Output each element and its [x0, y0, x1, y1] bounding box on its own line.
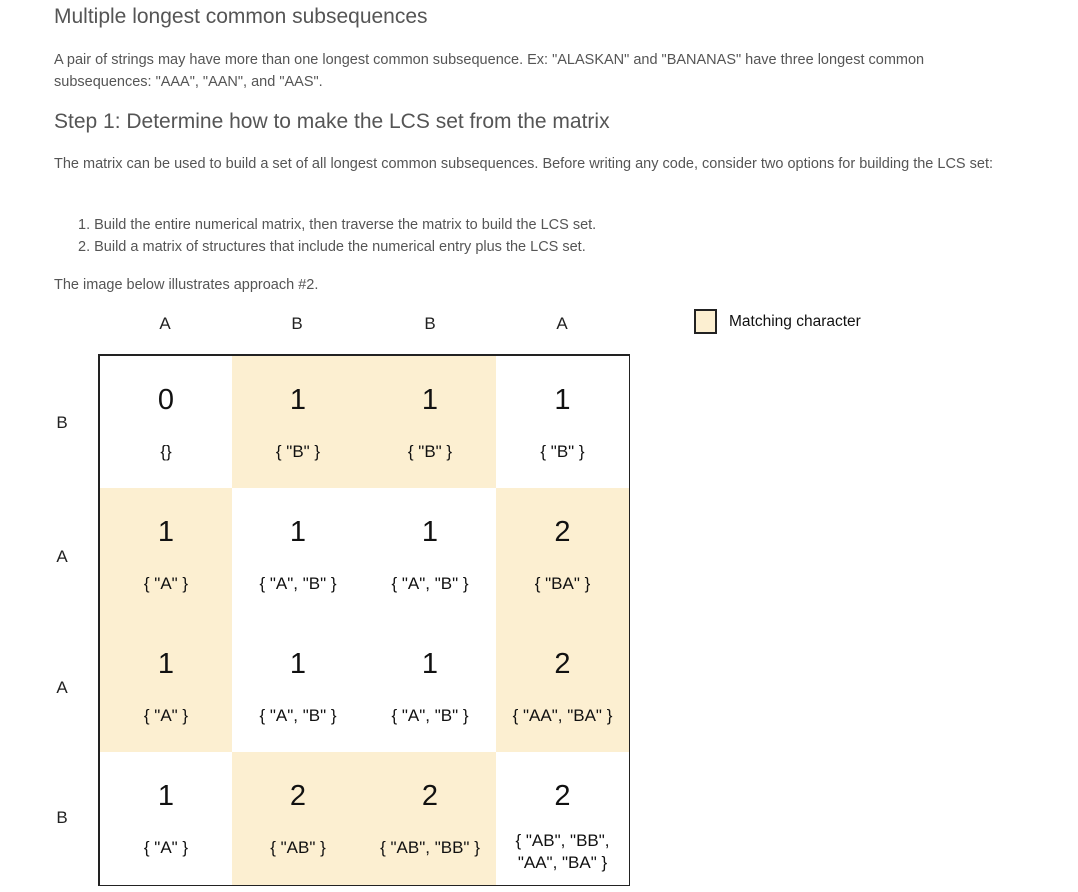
intro-paragraph: A pair of strings may have more than one longest common subsequence. Ex: "ALASKAN" and "BANANAS" have three longest common subsequences: "AAA", "AAN", and "AAS".: [54, 52, 925, 90]
step-paragraph: The matrix can be used to build a set of all longest common subsequences. Before writing any code, consider two options for building the LCS set:: [54, 156, 993, 172]
column-header: A: [556, 314, 568, 333]
cell-length-value: 1: [421, 516, 439, 548]
cell-lcs-set-line: { "B" }: [275, 442, 321, 461]
cell-lcs-set: [364, 441, 496, 463]
cell-lcs-set: [364, 705, 496, 727]
cell-lcs-set: [496, 705, 629, 727]
cell-lcs-set-line: { "AB" }: [270, 838, 326, 857]
cell-length-value: 2: [421, 780, 439, 812]
lcs-matrix-figure: [0, 300, 1078, 892]
matrix-cell: [364, 356, 497, 489]
option-item: 1. Build the entire numerical matrix, then traverse the matrix to build the LCS set.: [78, 217, 597, 233]
cell-length-value: 1: [421, 648, 439, 680]
matching-character-swatch: [694, 309, 717, 334]
row-header: B: [56, 413, 68, 432]
matrix-cell: [232, 488, 365, 621]
image-caption: The image below illustrates approach #2.: [54, 277, 319, 293]
matrix-cell: [496, 488, 629, 621]
cell-lcs-set-line: { "A", "B" }: [391, 706, 469, 725]
cell-lcs-set-line: { "BA" }: [534, 574, 591, 593]
matrix-cell: [232, 356, 365, 489]
cell-length-value: 1: [289, 648, 307, 680]
cell-lcs-set-line: { "A", "B" }: [259, 574, 337, 593]
cell-lcs-set: [496, 830, 629, 874]
cell-lcs-set: [100, 441, 232, 463]
matrix-cell: [364, 620, 497, 753]
cell-length-value: 0: [157, 384, 175, 416]
cell-lcs-set: [232, 573, 364, 595]
column-header: B: [291, 314, 303, 333]
cell-lcs-set: [100, 573, 232, 595]
cell-lcs-set-line: { "B" }: [407, 442, 453, 461]
cell-length-value: 1: [157, 780, 175, 812]
column-header: B: [424, 314, 436, 333]
cell-lcs-set-line: "AA", "BA" }: [517, 853, 608, 872]
legend-label: Matching character: [729, 313, 861, 330]
cell-lcs-set: [496, 573, 629, 595]
row-header: A: [56, 547, 68, 566]
cell-length-value: 1: [289, 384, 307, 416]
options-list: [78, 214, 596, 258]
row-header: B: [56, 808, 68, 827]
cell-lcs-set: [364, 573, 496, 595]
matrix-cell: [100, 488, 233, 621]
cell-lcs-set: [100, 705, 232, 727]
cell-lcs-set-line: { "B" }: [540, 442, 585, 461]
cell-lcs-set-line: { "AB", "BB" }: [380, 838, 480, 857]
cell-lcs-set: [232, 441, 364, 463]
cell-length-value: 1: [289, 516, 307, 548]
matrix-cell: [496, 752, 629, 885]
matrix-cell: [496, 620, 629, 753]
cell-lcs-set: [496, 441, 629, 463]
cell-length-value: 1: [421, 384, 439, 416]
matrix-cell: [100, 752, 233, 885]
cell-lcs-set-line: { "A", "B" }: [259, 706, 337, 725]
cell-lcs-set-line: { "A" }: [143, 574, 189, 593]
matrix-cell: [364, 488, 497, 621]
matrix-cell: [496, 356, 629, 489]
cell-length-value: 1: [157, 516, 175, 548]
cell-length-value: 2: [554, 780, 571, 812]
cell-lcs-set: [232, 837, 364, 859]
matrix-grid: [98, 354, 630, 886]
row-header: A: [56, 678, 68, 697]
cell-lcs-set-line: { "A" }: [143, 706, 189, 725]
cell-length-value: 1: [554, 384, 571, 416]
cell-lcs-set-line: { "A", "B" }: [391, 574, 469, 593]
matrix-cell: [100, 620, 233, 753]
page-title: Multiple longest common subsequences: [54, 5, 428, 28]
cell-length-value: 2: [554, 648, 571, 680]
cell-lcs-set: [232, 705, 364, 727]
cell-lcs-set-line: { "AA", "BA" }: [512, 706, 613, 725]
cell-length-value: 1: [157, 648, 175, 680]
cell-length-value: 2: [554, 516, 571, 548]
matrix-cell: [232, 620, 365, 753]
cell-lcs-set: [364, 837, 496, 859]
step-title: Step 1: Determine how to make the LCS set from the matrix: [54, 110, 610, 133]
cell-lcs-set-line: {}: [160, 442, 172, 461]
cell-lcs-set-line: { "AB", "BB",: [515, 831, 610, 850]
matrix-cell: [364, 752, 497, 885]
matrix-cell: [232, 752, 365, 885]
cell-length-value: 2: [289, 780, 307, 812]
cell-lcs-set: [100, 837, 232, 859]
cell-lcs-set-line: { "A" }: [143, 838, 189, 857]
matrix-cell: [100, 356, 233, 489]
option-item: 2. Build a matrix of structures that include the numerical entry plus the LCS set.: [78, 239, 586, 255]
column-header: A: [159, 314, 171, 333]
